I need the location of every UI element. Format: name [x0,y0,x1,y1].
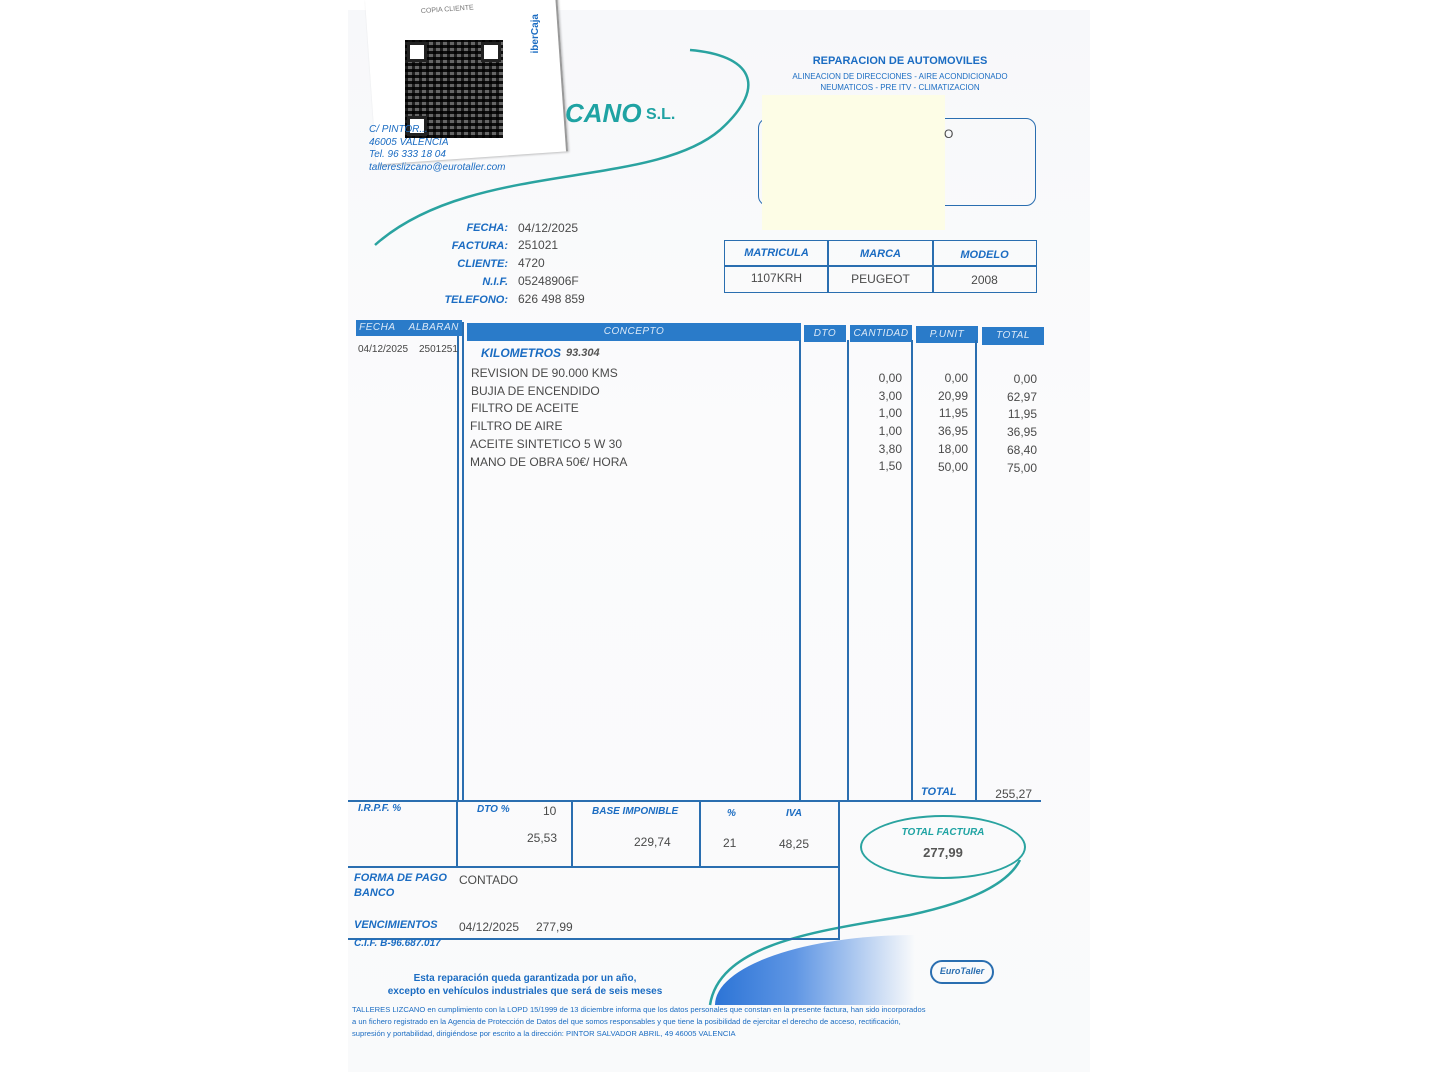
banco-label: BANCO [354,887,395,899]
header-fecha-albaran [356,320,462,336]
line-concepto: MANO DE OBRA 50€/ HORA [470,455,628,469]
cliente-label: CLIENTE: [457,258,508,270]
line-concepto: ACEITE SINTETICO 5 W 30 [470,437,623,451]
vehicle-header-modelo: MODELO [960,249,1009,261]
line-concepto: FILTRO DE ACEITE [471,401,579,415]
kilometros-value: 93.304 [566,347,600,359]
cif-label: C.I.F. B-96.687.017 [354,938,441,949]
header-cantidad: CANTIDAD [850,325,912,342]
iva-pct-value: 21 [723,836,737,850]
iva-value: 48,25 [779,837,810,851]
total-factura-label: TOTAL FACTURA [901,827,985,838]
copy-label: COPIA CLIENTE [420,4,474,16]
forma-pago-label: FORMA DE PAGO [354,872,447,884]
company-phone: Tel. 96 333 18 04 [369,149,446,160]
dto-pct-label: DTO % [477,804,510,815]
factura-label: FACTURA: [451,240,508,252]
irpf-label: I.R.P.F. % [358,803,402,814]
line-total: 36,95 [1006,425,1037,439]
vehicle-header-matricula: MATRICULA [744,247,809,259]
dto-amount: 25,53 [527,831,558,845]
line-cantidad: 0,00 [878,371,902,385]
line-total: 68,40 [1006,443,1037,457]
line-punit: 50,00 [937,460,968,474]
customer-visible-char: O [944,127,954,141]
cliente-value: 4720 [518,256,545,270]
forma-pago-value: CONTADO [459,873,519,887]
line-punit: 20,99 [937,389,968,403]
header-total: TOTAL [982,327,1044,345]
line-albaran: 2501251 [419,344,458,355]
fecha-value: 04/12/2025 [518,221,579,235]
line-concepto: FILTRO DE AIRE [470,419,563,433]
line-punit: 11,95 [938,406,968,420]
line-concepto: REVISION DE 90.000 KMS [471,366,618,380]
redaction-patch [762,95,945,230]
telefono-value: 626 498 859 [518,292,585,306]
line-fecha: 04/12/2025 [358,344,409,355]
warranty-line-2: excepto en vehículos industriales que será de seis meses [387,986,663,997]
vencimiento-importe: 277,99 [536,920,573,934]
vehicle-header-marca: MARCA [860,248,901,260]
kilometros-label: KILOMETROS [481,346,561,360]
header-albaran: ALBARAN [408,322,459,333]
fecha-label: FECHA: [466,222,508,234]
company-headline: REPARACION DE AUTOMOVILES [812,55,988,67]
line-total: 75,00 [1006,461,1037,475]
line-cantidad: 3,80 [878,442,902,456]
eurotaller-logo: EuroTaller [930,960,994,984]
vencimientos-label: VENCIMIENTOS [354,919,438,931]
telefono-label: TELEFONO: [444,294,508,306]
iva-label: IVA [786,808,802,819]
factura-value: 251021 [518,238,559,252]
total-factura-value: 277,99 [923,845,963,860]
company-suffix: S.L. [646,106,676,123]
legal-line-3: supresión y portabilidad, dirigiéndose por escrito a la dirección: PINTOR SALVADOR ABRIL, 49 46005 VALENCIA [352,1029,736,1038]
line-total: 62,97 [1006,390,1037,404]
legal-line-1: TALLERES LIZCANO en cumplimiento con la LOPD 15/1999 de 13 diciembre informa que los datos personales que constan en la presente factura, han sido incorporados [352,1005,926,1014]
header-fecha: FECHA [359,322,396,333]
line-concepto: BUJIA DE ENCENDIDO [471,384,600,398]
company-name: CANO [565,98,642,128]
line-punit: 0,00 [944,371,968,385]
line-cantidad: 1,00 [878,424,902,438]
base-imponible-label: BASE IMPONIBLE [592,806,679,817]
nif-value: 05248906F [518,274,579,288]
header-punit: P.UNIT [916,326,978,343]
dto-pct-value: 10 [543,804,557,818]
line-punit: 36,95 [937,424,968,438]
company-services-1: ALINEACION DE DIRECCIONES - AIRE ACONDICIONADO [792,72,1008,81]
total-label: TOTAL [921,786,957,798]
vehicle-modelo: 2008 [971,273,998,287]
line-cantidad: 3,00 [878,389,902,403]
legal-line-2: a un fichero registrado en la Agencia de Protección de Datos del que somos responsables y que tiene la posibilidad de ejercitar el derecho de acceso, rectificación, [352,1017,901,1026]
line-punit: 18,00 [937,442,968,456]
header-concepto: CONCEPTO [467,323,801,341]
line-total: 11,95 [1007,407,1037,421]
ibercaja-logo: iberCaja [530,14,541,54]
iva-pct-label: % [727,808,736,819]
vehicle-marca: PEUGEOT [851,272,910,286]
base-imponible-value: 229,74 [634,835,671,849]
company-address-1: C/ PINTOR... [369,124,428,135]
warranty-line-1: Esta reparación queda garantizada por un año, [413,973,637,984]
company-address-2: 46005 VALENCIA [369,137,449,148]
header-dto: DTO [804,325,846,342]
company-email: tallereslizcano@eurotaller.com [369,162,506,173]
vehicle-matricula: 1107KRH [750,271,803,285]
line-total: 0,00 [1013,372,1037,386]
nif-label: N.I.F. [482,276,508,288]
line-cantidad: 1,00 [878,406,902,420]
company-services-2: NEUMATICOS - PRE ITV - CLIMATIZACION [820,83,980,92]
total-value: 255,27 [995,787,1032,801]
line-cantidad: 1,50 [878,459,902,473]
vencimiento-fecha: 04/12/2025 [459,920,520,934]
